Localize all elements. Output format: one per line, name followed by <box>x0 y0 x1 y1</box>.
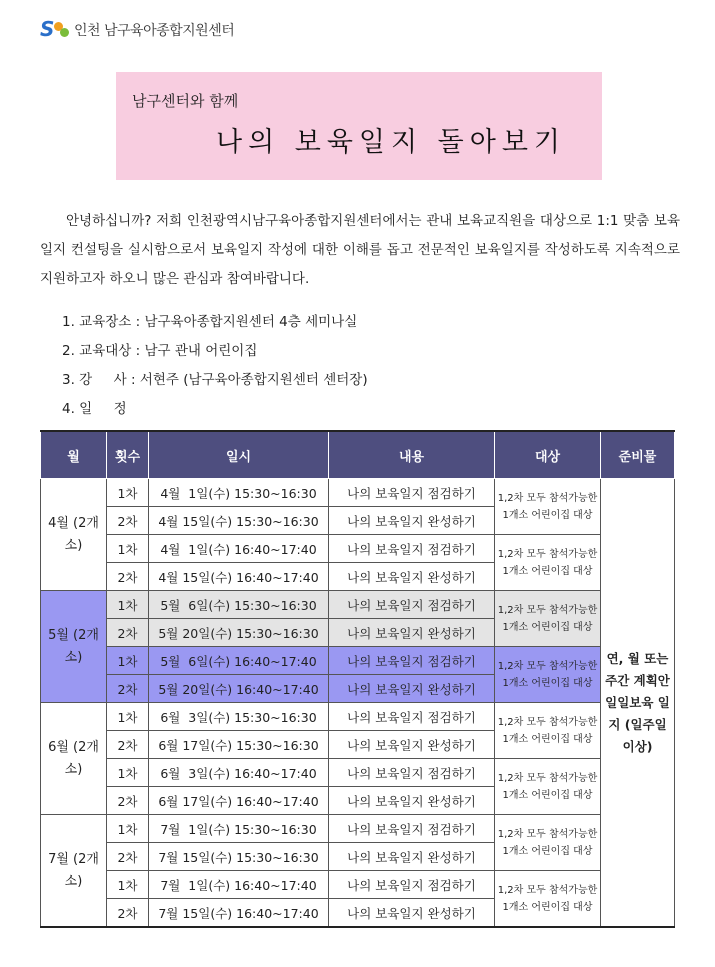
target-cell: 1,2차 모두 참석가능한 1개소 어린이집 대상 <box>495 479 601 535</box>
intro-text: 안녕하십니까? 저희 인천광역시남구육아종합지원센터에서는 관내 보육교직원을 대상으로 1:1 맞춤 보육일지 컨설팅을 실시함으로서 보육일지 작성에 대한 이해를 돕고 전문적인 보육일지를 작성하도록 지속적으로 지원하고자 하오니 많은 관심과 참여바랍니다. <box>40 213 680 287</box>
content-cell: 나의 보육일지 완성하기 <box>329 563 495 591</box>
col-header-datetime: 일시 <box>149 431 329 479</box>
session-cell: 1차 <box>107 535 149 563</box>
month-cell: 5월 (2개소) <box>41 591 107 703</box>
content-cell: 나의 보육일지 점검하기 <box>329 591 495 619</box>
table-row <box>41 591 675 619</box>
table-row <box>41 479 675 507</box>
session-cell: 1차 <box>107 479 149 507</box>
col-header-content: 내용 <box>329 431 495 479</box>
col-header-prep: 준비물 <box>601 431 675 479</box>
datetime-cell: 5월 20일(수) 16:40~17:40 <box>149 675 329 703</box>
table-row <box>41 703 675 731</box>
table-row <box>41 815 675 843</box>
content-cell: 나의 보육일지 점검하기 <box>329 647 495 675</box>
content-cell: 나의 보육일지 완성하기 <box>329 899 495 928</box>
target-cell: 1,2차 모두 참석가능한 1개소 어린이집 대상 <box>495 703 601 759</box>
schedule-table <box>40 430 675 928</box>
session-cell: 1차 <box>107 815 149 843</box>
target-cell: 1,2차 모두 참석가능한 1개소 어린이집 대상 <box>495 647 601 703</box>
datetime-cell: 6월 3일(수) 15:30~16:30 <box>149 703 329 731</box>
datetime-cell: 7월 1일(수) 16:40~17:40 <box>149 871 329 899</box>
session-cell: 2차 <box>107 563 149 591</box>
info-item: 1. 교육장소 : 남구육아종합지원센터 4층 세미나실 <box>62 314 358 330</box>
session-cell: 1차 <box>107 871 149 899</box>
datetime-cell: 4월 1일(수) 15:30~16:30 <box>149 479 329 507</box>
col-header-session: 횟수 <box>107 431 149 479</box>
info-list <box>62 308 368 424</box>
intro-paragraph <box>40 207 680 294</box>
col-header-month: 월 <box>41 431 107 479</box>
session-cell: 1차 <box>107 759 149 787</box>
session-cell: 2차 <box>107 787 149 815</box>
content-cell: 나의 보육일지 완성하기 <box>329 843 495 871</box>
col-header-target: 대상 <box>495 431 601 479</box>
prep-cell: 연, 월 또는 주간 계획안 일일보육 일지 (일주일 이상) <box>601 479 675 928</box>
content-cell: 나의 보육일지 점검하기 <box>329 703 495 731</box>
session-cell: 1차 <box>107 703 149 731</box>
datetime-cell: 4월 1일(수) 16:40~17:40 <box>149 535 329 563</box>
table-row <box>41 871 675 899</box>
table-row <box>41 647 675 675</box>
info-item: 2. 교육대상 : 남구 관내 어린이집 <box>62 343 258 359</box>
content-cell: 나의 보육일지 완성하기 <box>329 787 495 815</box>
table-row <box>41 535 675 563</box>
target-cell: 1,2차 모두 참석가능한 1개소 어린이집 대상 <box>495 535 601 591</box>
datetime-cell: 5월 6일(수) 16:40~17:40 <box>149 647 329 675</box>
datetime-cell: 4월 15일(수) 15:30~16:30 <box>149 507 329 535</box>
session-cell: 2차 <box>107 899 149 928</box>
datetime-cell: 6월 17일(수) 15:30~16:30 <box>149 731 329 759</box>
datetime-cell: 7월 15일(수) 16:40~17:40 <box>149 899 329 928</box>
content-cell: 나의 보육일지 완성하기 <box>329 731 495 759</box>
table-row <box>41 759 675 787</box>
content-cell: 나의 보육일지 점검하기 <box>329 871 495 899</box>
month-cell: 7월 (2개소) <box>41 815 107 928</box>
target-cell: 1,2차 모두 참석가능한 1개소 어린이집 대상 <box>495 815 601 871</box>
datetime-cell: 6월 17일(수) 16:40~17:40 <box>149 787 329 815</box>
datetime-cell: 4월 15일(수) 16:40~17:40 <box>149 563 329 591</box>
session-cell: 1차 <box>107 591 149 619</box>
org-name: 인천 남구육아종합지원센터 <box>74 23 235 39</box>
session-cell: 1차 <box>107 647 149 675</box>
content-cell: 나의 보육일지 점검하기 <box>329 815 495 843</box>
target-cell: 1,2차 모두 참석가능한 1개소 어린이집 대상 <box>495 591 601 647</box>
session-cell: 2차 <box>107 675 149 703</box>
org-logo <box>40 18 234 42</box>
title-banner <box>116 72 602 180</box>
content-cell: 나의 보육일지 점검하기 <box>329 759 495 787</box>
session-cell: 2차 <box>107 619 149 647</box>
session-cell: 2차 <box>107 731 149 759</box>
datetime-cell: 7월 15일(수) 15:30~16:30 <box>149 843 329 871</box>
month-cell: 6월 (2개소) <box>41 703 107 815</box>
banner-title: 나의 보육일지 돌아보기 <box>216 127 566 158</box>
content-cell: 나의 보육일지 점검하기 <box>329 535 495 563</box>
session-cell: 2차 <box>107 507 149 535</box>
content-cell: 나의 보육일지 완성하기 <box>329 675 495 703</box>
banner-subtitle: 남구센터와 함께 <box>132 92 239 110</box>
datetime-cell: 5월 20일(수) 15:30~16:30 <box>149 619 329 647</box>
content-cell: 나의 보육일지 점검하기 <box>329 479 495 507</box>
datetime-cell: 7월 1일(수) 15:30~16:30 <box>149 815 329 843</box>
month-cell: 4월 (2개소) <box>41 479 107 591</box>
target-cell: 1,2차 모두 참석가능한 1개소 어린이집 대상 <box>495 871 601 928</box>
logo-icon: S <box>40 19 70 41</box>
content-cell: 나의 보육일지 완성하기 <box>329 619 495 647</box>
table-header-row <box>41 431 675 479</box>
info-item: 4. 일 정 <box>62 401 127 417</box>
content-cell: 나의 보육일지 완성하기 <box>329 507 495 535</box>
info-item: 3. 강 사 : 서현주 (남구육아종합지원센터 센터장) <box>62 372 368 388</box>
datetime-cell: 5월 6일(수) 15:30~16:30 <box>149 591 329 619</box>
target-cell: 1,2차 모두 참석가능한 1개소 어린이집 대상 <box>495 759 601 815</box>
session-cell: 2차 <box>107 843 149 871</box>
datetime-cell: 6월 3일(수) 16:40~17:40 <box>149 759 329 787</box>
